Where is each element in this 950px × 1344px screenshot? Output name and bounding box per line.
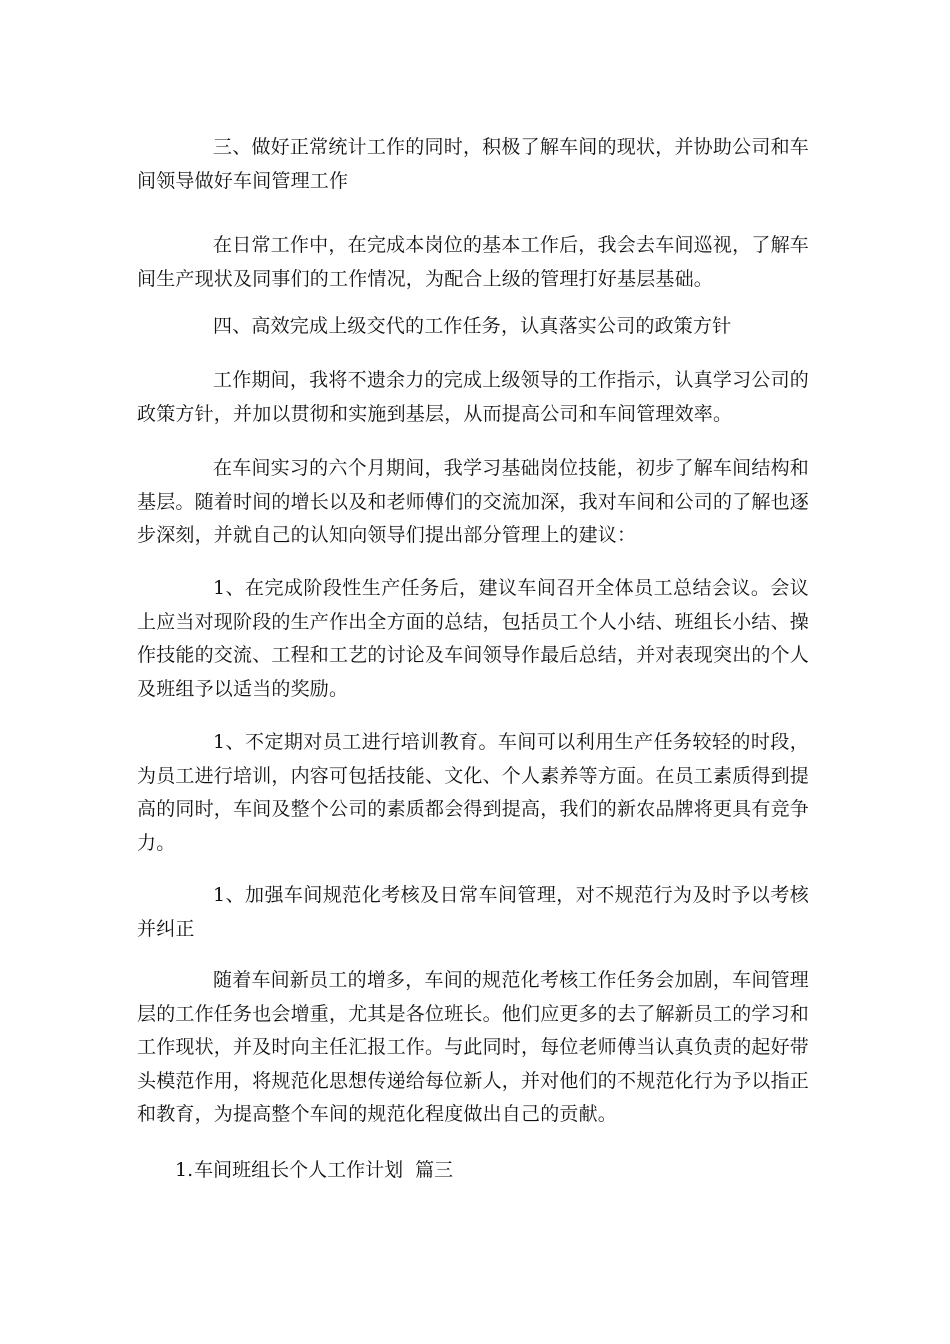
paragraph-internship: 在车间实习的六个月期间，我学习基础岗位技能，初步了解车间结构和基层。随着时间的增长以及和老师傅们的交流加深，我对车间和公司的了解也逐步深刻，并就自己的认知向领导们提出部分管理上的建议： (137, 457, 810, 546)
paragraph-suggestion-summary-meeting: 1、在完成阶段性生产任务后，建议车间召开全体员工总结会议。会议上应当对现阶段的生产作出全方面的总结，包括员工个人小结、班组长小结、操作技能的交流、工程和工艺的讨论及车间领导作最后总结，并对表现突出的个人及班组予以适当的奖励。 (137, 577, 810, 700)
paragraph-work-period: 工作期间，我将不遗余力的完成上级领导的工作指示，认真学习公司的政策方针，并加以贯彻和实施到基层，从而提高公司和车间管理效率。 (137, 369, 809, 425)
paragraph-suggestion-training: 1、不定期对员工进行培训教育。车间可以利用生产任务较轻的时段，为员工进行培训，内容可包括技能、文化、个人素养等方面。在员工素质得到提高的同时，车间及整个公司的素质都会得到提高，我们的新农品牌将更具有竞争力。 (137, 731, 810, 854)
paragraph-daily-work: 在日常工作中，在完成本岗位的基本工作后，我会去车间巡视，了解车间生产现状及同事们的工作情况，为配合上级的管理打好基层基础。 (137, 234, 809, 290)
paragraph-section-three-heading: 三、做好正常统计工作的同时，积极了解车间的现状，并协助公司和车间领导做好车间管理工作 (137, 136, 809, 192)
section-heading-suffix: 篇三 (415, 1159, 454, 1181)
paragraph-suggestion-standardization: 1、加强车间规范化考核及日常车间管理，对不规范行为及时予以考核并纠正 (137, 884, 809, 940)
paragraph-new-employees: 随着车间新员工的增多，车间的规范化考核工作任务会加剧，车间管理层的工作任务也会增重，尤其是各位班长。他们应更多的去了解新员工的学习和工作现状，并及时向主任汇报工作。与此同时，每位老师傅当认真负责的起好带头模范作用，将规范化思想传递给每位新人，并对他们的不规范化行为予以指正和教育，为提高整个车间的规范化程度做出自己的贡献。 (137, 969, 810, 1125)
paragraph-section-four-heading: 四、高效完成上级交代的工作任务，认真落实公司的政策方针 (213, 315, 732, 337)
section-heading (175, 1154, 453, 1188)
section-heading-title: 车间班组长个人工作计划 (194, 1159, 404, 1181)
section-heading-number: 1. (175, 1159, 194, 1181)
